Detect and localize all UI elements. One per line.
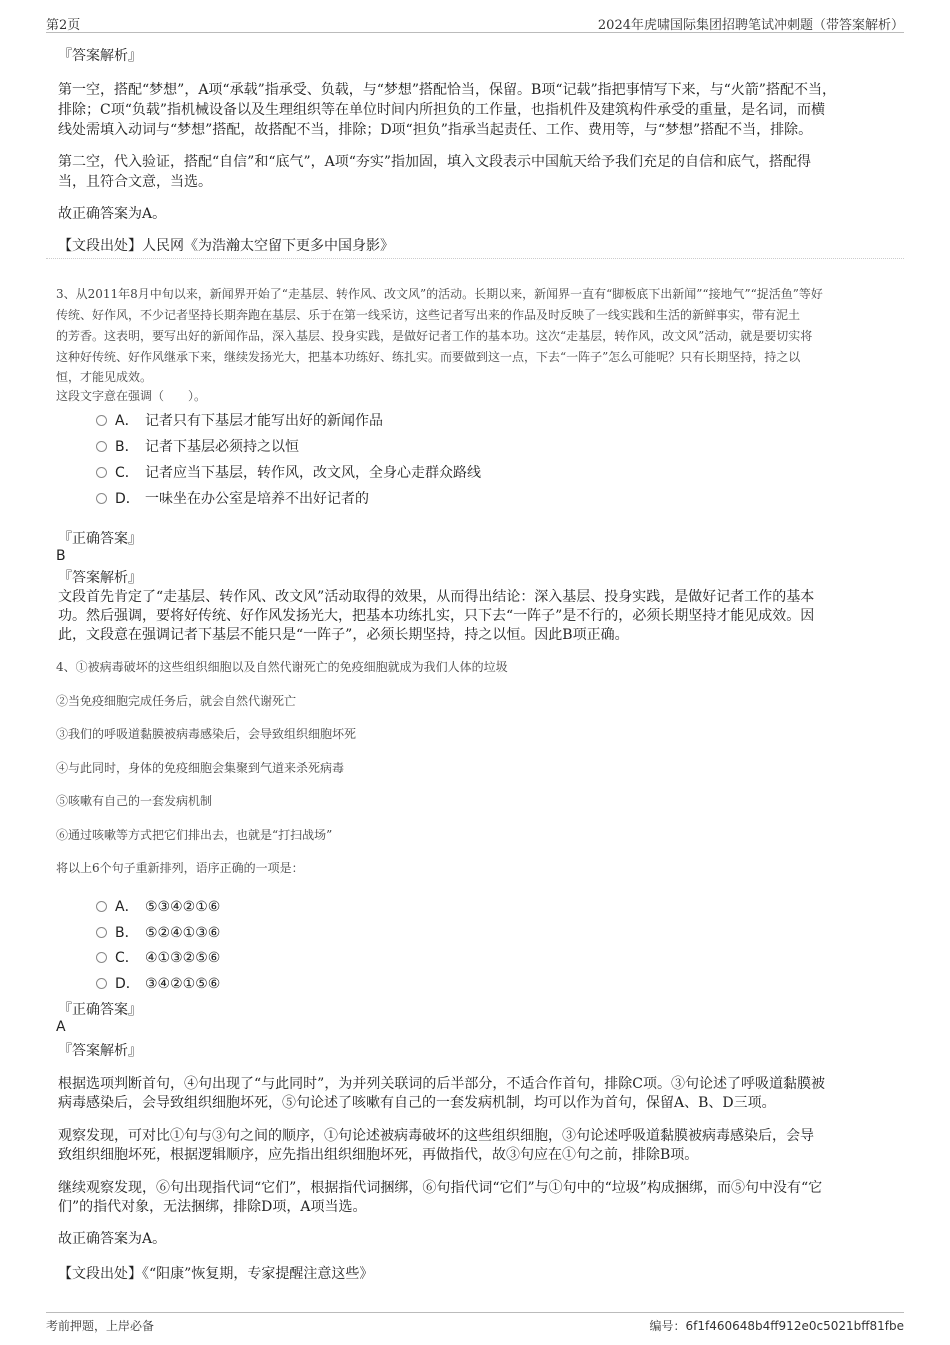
option-a[interactable]: A． 记者只有下基层才能写出好的新闻作品 — [96, 410, 383, 430]
paragraph-line: 文段首先肯定了“走基层、转作风、改文风”活动取得的效果，从而得出结论：深入基层、投身实践，是做好记者工作的基本 — [58, 589, 815, 605]
document-title: 2024年虎啸国际集团招聘笔试冲刺题（带答案解析） — [597, 18, 904, 33]
conclusion: 故正确答案为A。 — [58, 206, 167, 222]
sentence-line: ⑥通过咳嗽等方式把它们排出去，也就是“打扫战场” — [56, 828, 333, 842]
question-text-line: 传统、好作风，不少记者坚持长期奔跑在基层、乐于在第一线采访，这些记者写出来的作品及时反映了一线实践和生活的新鲜事实，带有泥土 — [56, 308, 801, 322]
option-b[interactable]: B． ⑤②④①③⑥ — [96, 922, 220, 942]
question-text-line: 这种好传统、好作风继承下来，继续发扬光大，把基本功练好、练扎实。而要做到这一点，下去“一阵子”怎么可能呢？只有长期坚持，持之以 — [56, 350, 801, 364]
correct-answer: A — [56, 1019, 66, 1035]
radio-icon[interactable] — [96, 467, 107, 478]
paragraph-line: 们”的指代对象，无法捆绑，排除D项，A项当选。 — [58, 1199, 367, 1215]
conclusion: 故正确答案为A。 — [58, 1231, 167, 1247]
radio-icon[interactable] — [96, 415, 107, 426]
question-text-line: 的芳香。这表明，要写出好的新闻作品，深入基层、投身实践，是做好记者工作的基本功。这次“走基层，转作风，改文风”活动，就是要切实将 — [56, 329, 813, 343]
analysis-label: 『答案解析』 — [58, 1043, 142, 1059]
radio-icon[interactable] — [96, 441, 107, 452]
option-d[interactable]: D． ③④②①⑤⑥ — [96, 973, 220, 993]
sentence-line: 4、①被病毒破坏的这些组织细胞以及自然代谢死亡的免疫细胞就成为我们人体的垃圾 — [56, 660, 508, 674]
correct-answer-label: 『正确答案』 — [58, 531, 142, 547]
paragraph-line: 线处需填入动词与“梦想”搭配，故搭配不当，排除；D项“担负”指承当起责任、工作、费用等，与“梦想”搭配不当，排除。 — [58, 122, 813, 138]
paragraph-line: 第一空，搭配“梦想”，A项“承载”指承受、负载，与“梦想”搭配恰当，保留。B项“记载”指把事情写下来，与“火箭”搭配不当， — [58, 82, 836, 98]
radio-icon[interactable] — [96, 901, 107, 912]
paragraph-line: 功。然后强调，要将好传统、好作风发扬光大，把基本功练扎实，只下去“一阵子”是不行的，必须长期坚持才能见成效。因 — [58, 608, 815, 624]
paragraph-line: 观察发现，可对比①句与③句之间的顺序，①句论述被病毒破坏的这些组织细胞，③句论述呼吸道黏膜被病毒感染后，会导 — [58, 1128, 814, 1144]
option-d[interactable]: D． 一味坐在办公室是培养不出好记者的 — [96, 488, 369, 508]
correct-answer: B — [56, 548, 66, 564]
option-b[interactable]: B． 记者下基层必须持之以恒 — [96, 436, 299, 456]
sentence-line: ②当免疫细胞完成任务后，就会自然代谢死亡 — [56, 694, 297, 708]
question-prompt: 这段文字意在强调（ ）。 — [56, 389, 207, 403]
question-divider — [46, 258, 904, 259]
question-prompt: 将以上6个句子重新排列，语序正确的一项是： — [56, 861, 304, 875]
document-id: 编号：6f1f460648b4ff912e0c5021bff81fbe — [649, 1319, 904, 1333]
paragraph-line: 当，且符合文意，当选。 — [58, 174, 212, 190]
footer-slogan: 考前押题，上岸必备 — [46, 1319, 155, 1333]
option-c[interactable]: C． ④①③②⑤⑥ — [96, 947, 220, 967]
source-citation: 【文段出处】《“阳康”恢复期，专家提醒注意这些》 — [58, 1266, 374, 1282]
option-a[interactable]: A． ⑤③④②①⑥ — [96, 896, 220, 916]
radio-icon[interactable] — [96, 952, 107, 963]
page-footer — [46, 1312, 904, 1337]
paragraph-line: 排除；C项“负载”指机械设备以及生理组织等在单位时间内所担负的工作量，也指机件及建筑构件承受的重量，是名词，而横 — [58, 102, 826, 118]
sentence-line: ③我们的呼吸道黏膜被病毒感染后，会导致组织细胞坏死 — [56, 727, 357, 741]
paragraph-line: 致组织细胞坏死，根据逻辑顺序，应先指出组织细胞坏死，再做指代，故③句应在①句之前，排除B项。 — [58, 1147, 699, 1163]
paragraph-line: 第二空，代入验证，搭配“自信”和“底气”，A项“夯实”指加固，填入文段表示中国航天给予我们充足的自信和底气，搭配得 — [58, 154, 812, 170]
analysis-label: 『答案解析』 — [58, 48, 142, 64]
correct-answer-label: 『正确答案』 — [58, 1002, 142, 1018]
analysis-label: 『答案解析』 — [58, 570, 142, 586]
paragraph-line: 根据选项判断首句，④句出现了“与此同时”，为并列关联词的后半部分，不适合作首句，排除C项。③句论述了呼吸道黏膜被 — [58, 1076, 826, 1092]
source-citation: 【文段出处】人民网《为浩瀚太空留下更多中国身影》 — [58, 238, 394, 254]
page-header — [46, 10, 904, 33]
option-c[interactable]: C． 记者应当下基层，转作风，改文风，全身心走群众路线 — [96, 462, 481, 482]
paragraph-line: 此，文段意在强调记者下基层不能只是“一阵子”，必须长期坚持，持之以恒。因此B项正确。 — [58, 627, 629, 643]
radio-icon[interactable] — [96, 978, 107, 989]
question-text-line: 恒，才能见成效。 — [56, 370, 153, 384]
sentence-line: ⑤咳嗽有自己的一套发病机制 — [56, 794, 213, 808]
page-number: 第2页 — [46, 18, 81, 33]
sentence-line: ④与此同时，身体的免疫细胞会集聚到气道来杀死病毒 — [56, 761, 345, 775]
radio-icon[interactable] — [96, 927, 107, 938]
paragraph-line: 病毒感染后，会导致组织细胞坏死，⑤句论述了咳嗽有自己的一套发病机制，均可以作为首句，保留A、B、D三项。 — [58, 1095, 776, 1111]
paragraph-line: 继续观察发现，⑥句出现指代词“它们”，根据指代词捆绑，⑥句指代词“它们”与①句中的“垃圾”构成捆绑，而⑤句中没有“它 — [58, 1180, 823, 1196]
radio-icon[interactable] — [96, 493, 107, 504]
question-text-line: 3、从2011年8月中旬以来，新闻界开始了“走基层、转作风、改文风”的活动。长期以来，新闻界一直有“脚板底下出新闻”“接地气”“捉活鱼”等好 — [56, 287, 823, 301]
